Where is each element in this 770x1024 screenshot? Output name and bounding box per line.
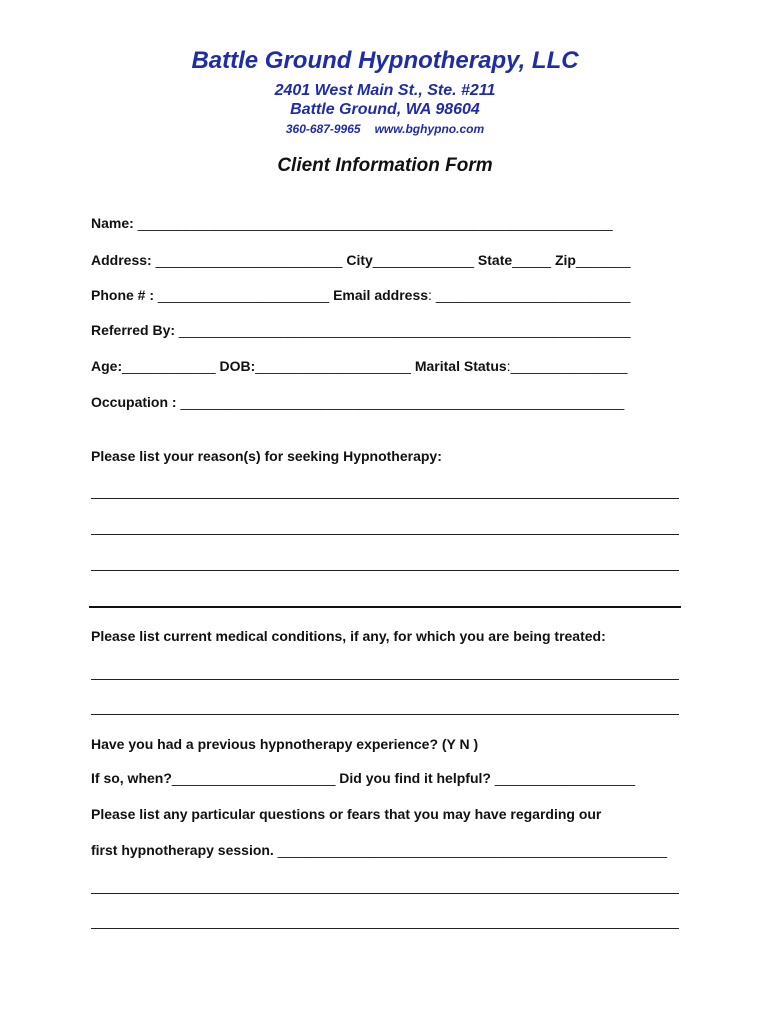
- reasons-prompt: Please list your reason(s) for seeking Hypnotherapy:: [91, 448, 442, 464]
- zip-label: Zip: [551, 252, 576, 268]
- questions-line-2[interactable]: [91, 928, 679, 929]
- questions-row: [91, 842, 667, 858]
- contact-line: [0, 122, 770, 136]
- medical-line-2[interactable]: [91, 714, 679, 715]
- email-colon: :: [428, 287, 436, 303]
- helpful-label: Did you find it helpful?: [335, 770, 495, 786]
- medical-line-1[interactable]: [91, 679, 679, 680]
- occupation-row: [91, 394, 624, 410]
- reasons-line-3[interactable]: [91, 570, 679, 571]
- business-phone: 360-687-9965: [285, 122, 361, 136]
- marital-label: Marital Status: [410, 358, 507, 374]
- state-field[interactable]: _____: [512, 252, 552, 268]
- business-website: www.bghypno.com: [374, 122, 485, 136]
- name-label: Name:: [91, 215, 138, 231]
- referred-label: Referred By:: [91, 322, 179, 338]
- when-field[interactable]: _____________________: [171, 770, 336, 786]
- address-label: Address:: [91, 252, 156, 268]
- state-label: State: [474, 252, 513, 268]
- address-field[interactable]: ________________________: [155, 252, 343, 268]
- address-line-2: Battle Ground, WA 98604: [290, 101, 480, 118]
- address-row: [91, 252, 631, 268]
- name-row: [91, 215, 613, 231]
- occupation-label: Occupation :: [91, 394, 181, 410]
- business-name: Battle Ground Hypnotherapy, LLC: [191, 47, 579, 74]
- dob-field[interactable]: ____________________: [255, 358, 411, 374]
- address-line-1: 2401 West Main St., Ste. #211: [274, 82, 496, 99]
- previous-experience-prompt: Have you had a previous hypnotherapy experience? (Y N ): [91, 736, 479, 752]
- section-divider: [89, 606, 681, 608]
- questions-prompt-line-2: first hypnotherapy session.: [91, 842, 278, 858]
- age-field[interactable]: ____________: [122, 358, 216, 374]
- referred-field[interactable]: __________________________________________________________: [178, 322, 631, 338]
- age-label: Age:: [91, 358, 123, 374]
- referred-row: [91, 322, 631, 338]
- form-title: Client Information Form: [277, 155, 493, 176]
- phone-field[interactable]: ______________________: [157, 287, 330, 303]
- zip-field[interactable]: _______: [575, 252, 631, 268]
- city-label: City: [342, 252, 373, 268]
- city-field[interactable]: _____________: [372, 252, 475, 268]
- phone-email-row: [91, 287, 630, 303]
- marital-colon: :: [506, 358, 511, 374]
- marital-field[interactable]: _______________: [510, 358, 628, 374]
- email-field[interactable]: _________________________: [435, 287, 631, 303]
- when-helpful-row: [91, 770, 635, 786]
- helpful-field[interactable]: __________________: [494, 770, 635, 786]
- questions-line-1[interactable]: [91, 893, 679, 894]
- phone-label: Phone # :: [91, 287, 158, 303]
- name-field[interactable]: _____________________________________________________________: [137, 215, 613, 231]
- age-dob-marital-row: [91, 358, 627, 374]
- questions-prompt-line-1: Please list any particular questions or fears that you may have regarding our: [91, 806, 602, 822]
- questions-field[interactable]: __________________________________________________: [277, 842, 668, 858]
- reasons-line-2[interactable]: [91, 534, 679, 535]
- reasons-line-1[interactable]: [91, 498, 679, 499]
- when-label: If so, when?: [91, 770, 172, 786]
- email-label: Email address: [329, 287, 429, 303]
- dob-label: DOB:: [215, 358, 256, 374]
- medical-prompt: Please list current medical conditions, if any, for which you are being treated:: [91, 628, 606, 644]
- occupation-field[interactable]: _________________________________________________________: [180, 394, 625, 410]
